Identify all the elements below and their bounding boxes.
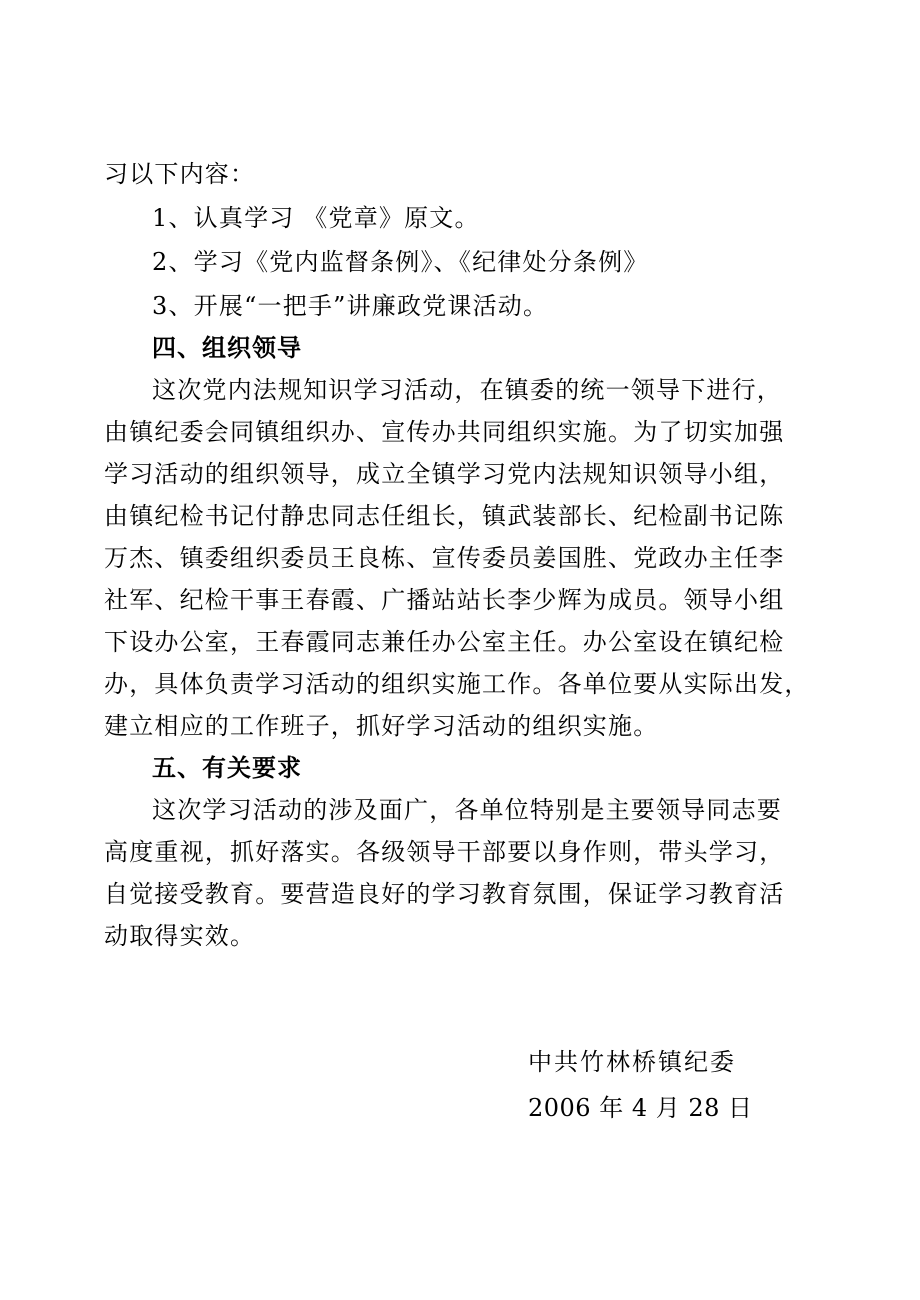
- paragraph-line: 这次党内法规知识学习活动，在镇委的统一领导下进行，: [152, 376, 782, 404]
- paragraph-line: 下设办公室，王春霞同志兼任办公室主任。办公室设在镇纪检: [104, 628, 785, 656]
- paragraph-line: 由镇纪委会同镇组织办、宣传办共同组织实施。为了切实加强: [104, 418, 785, 446]
- study-item-3: 3、开展“一把手”讲廉政党课活动。: [152, 292, 549, 320]
- section-heading-organization: 四、组织领导: [152, 334, 302, 362]
- paragraph-line: 学习活动的组织领导，成立全镇学习党内法规知识领导小组，: [104, 460, 785, 488]
- paragraph-line: 万杰、镇委组织委员王良栋、宣传委员姜国胜、党政办主任李: [104, 544, 785, 572]
- paragraph-line: 高度重视，抓好落实。各级领导干部要以身作则，带头学习，: [104, 838, 785, 866]
- signature-organization: 中共竹林桥镇纪委: [528, 1048, 736, 1076]
- paragraph-line: 办，具体负责学习活动的组织实施工作。各单位要从实际出发，: [104, 670, 810, 698]
- paragraph-line: 建立相应的工作班子，抓好学习活动的组织实施。: [104, 712, 659, 740]
- paragraph-line: 由镇纪检书记付静忠同志任组长，镇武装部长、纪检副书记陈: [104, 502, 785, 530]
- study-item-2: 2、学习《党内监督条例》、《纪律处分条例》: [152, 248, 649, 276]
- paragraph-line: 自觉接受教育。要营造良好的学习教育氛围，保证学习教育活: [104, 880, 785, 908]
- signature-date: 2006 年 4 月 28 日: [528, 1094, 753, 1122]
- paragraph-line: 社军、纪检干事王春霞、广播站站长李少辉为成员。领导小组: [104, 586, 785, 614]
- section-heading-requirements: 五、有关要求: [152, 754, 302, 782]
- intro-continuation: 习以下内容：: [104, 160, 256, 188]
- paragraph-line: 这次学习活动的涉及面广，各单位特别是主要领导同志要: [152, 796, 782, 824]
- study-item-1: 1、认真学习 《党章》原文。: [152, 204, 480, 232]
- paragraph-line: 动取得实效。: [104, 922, 256, 950]
